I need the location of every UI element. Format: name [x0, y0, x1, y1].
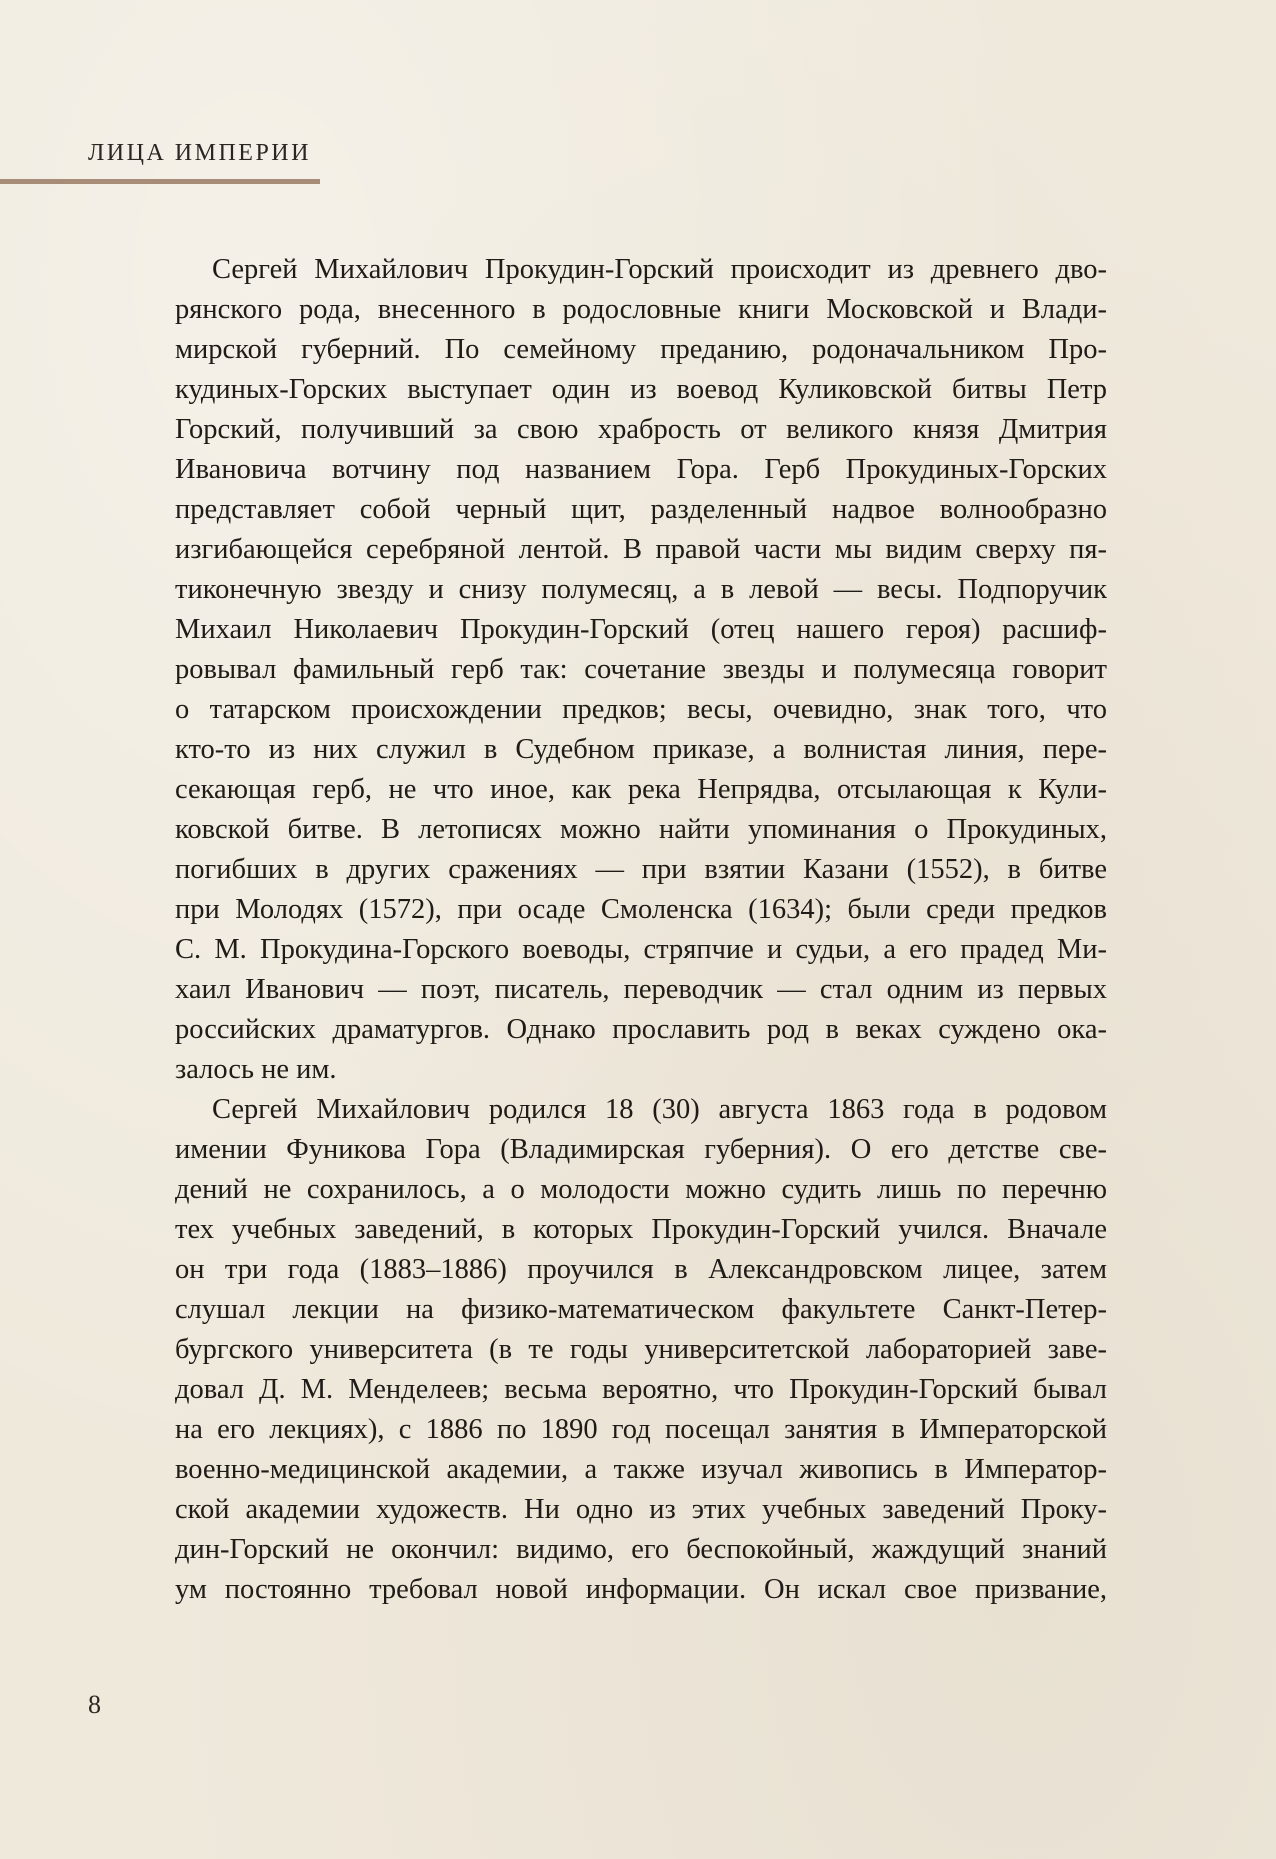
- text-line: на его лекциях), с 1886 по 1890 год посещал занятия в Императорской: [175, 1414, 1107, 1445]
- body-text: [175, 250, 1107, 1610]
- text-line: российских драматургов. Однако прославить род в веках суждено ока-: [175, 1014, 1107, 1045]
- text-line: довал Д. М. Менделеев; весьма вероятно, что Прокудин-Горский бывал: [175, 1374, 1107, 1405]
- text-line: дений не сохранилось, а о молодости можно судить лишь по перечню: [175, 1174, 1107, 1205]
- text-line: слушал лекции на физико-математическом факультете Санкт-Петер-: [175, 1294, 1107, 1325]
- text-line: С. М. Прокудина-Горского воеводы, стряпчие и судьи, а его прадед Ми-: [175, 934, 1107, 965]
- text-line: дин-Горский не окончил: видимо, его беспокойный, жаждущий знаний: [175, 1534, 1107, 1565]
- text-line: изгибающейся серебряной лентой. В правой части мы видим сверху пя-: [175, 534, 1107, 565]
- text-line: бургского университета (в те годы университетской лабораторией заве-: [175, 1334, 1107, 1365]
- text-line: о татарском происхождении предков; весы, очевидно, знак того, что: [175, 694, 1107, 725]
- text-line: кудиных-Горских выступает один из воевод Куликовской битвы Петр: [175, 374, 1107, 405]
- text-line: Ивановича вотчину под названием Гора. Герб Прокудиных-Горских: [175, 454, 1107, 485]
- text-line: хаил Иванович — поэт, писатель, переводчик — стал одним из первых: [175, 974, 1107, 1005]
- text-line: Сергей Михайлович родился 18 (30) августа 1863 года в родовом: [212, 1094, 1107, 1125]
- running-header: ЛИЦА ИМПЕРИИ: [88, 140, 311, 166]
- paragraph-2: [175, 1090, 1107, 1610]
- text-line: имении Фуникова Гора (Владимирская губерния). О его детстве све-: [175, 1134, 1107, 1165]
- text-line: тиконечную звезду и снизу полумесяц, а в левой — весы. Подпоручик: [175, 574, 1107, 605]
- text-line: ум постоянно требовал новой информации. Он искал свое призвание,: [175, 1574, 1107, 1605]
- text-line: секающая герб, не что иное, как река Непрядва, отсылающая к Кули-: [175, 774, 1107, 805]
- text-line: мирской губерний. По семейному преданию, родоначальником Про-: [175, 334, 1107, 365]
- text-line: рянского рода, внесенного в родословные книги Московской и Влади-: [175, 294, 1107, 325]
- text-line: военно-медицинской академии, а также изучал живопись в Император-: [175, 1454, 1107, 1485]
- text-line: Горский, получивший за свою храбрость от великого князя Дмитрия: [175, 414, 1107, 445]
- text-line: Сергей Михайлович Прокудин-Горский происходит из древнего дво-: [212, 254, 1107, 285]
- text-line: погибших в других сражениях — при взятии Казани (1552), в битве: [175, 854, 1107, 885]
- page-number: 8: [88, 1690, 101, 1719]
- text-line: представляет собой черный щит, разделенный надвое волнообразно: [175, 494, 1107, 525]
- paragraph-1: [175, 250, 1107, 1090]
- text-line: ковской битве. В летописях можно найти упоминания о Прокудиных,: [175, 814, 1107, 845]
- header-rule: [0, 179, 320, 184]
- text-line: при Молодях (1572), при осаде Смоленска (1634); были среди предков: [175, 894, 1107, 925]
- text-line: ровывал фамильный герб так: сочетание звезды и полумесяца говорит: [175, 654, 1107, 685]
- text-line: Михаил Николаевич Прокудин-Горский (отец нашего героя) расшиф-: [175, 614, 1107, 645]
- text-line: кто-то из них служил в Судебном приказе, а волнистая линия, пере-: [175, 734, 1107, 765]
- text-line: залось не им.: [175, 1054, 337, 1085]
- text-line: ской академии художеств. Ни одно из этих учебных заведений Проку-: [175, 1494, 1107, 1525]
- text-line: он три года (1883–1886) проучился в Александровском лицее, затем: [175, 1254, 1107, 1285]
- text-line: тех учебных заведений, в которых Прокудин-Горский учился. Вначале: [175, 1214, 1107, 1245]
